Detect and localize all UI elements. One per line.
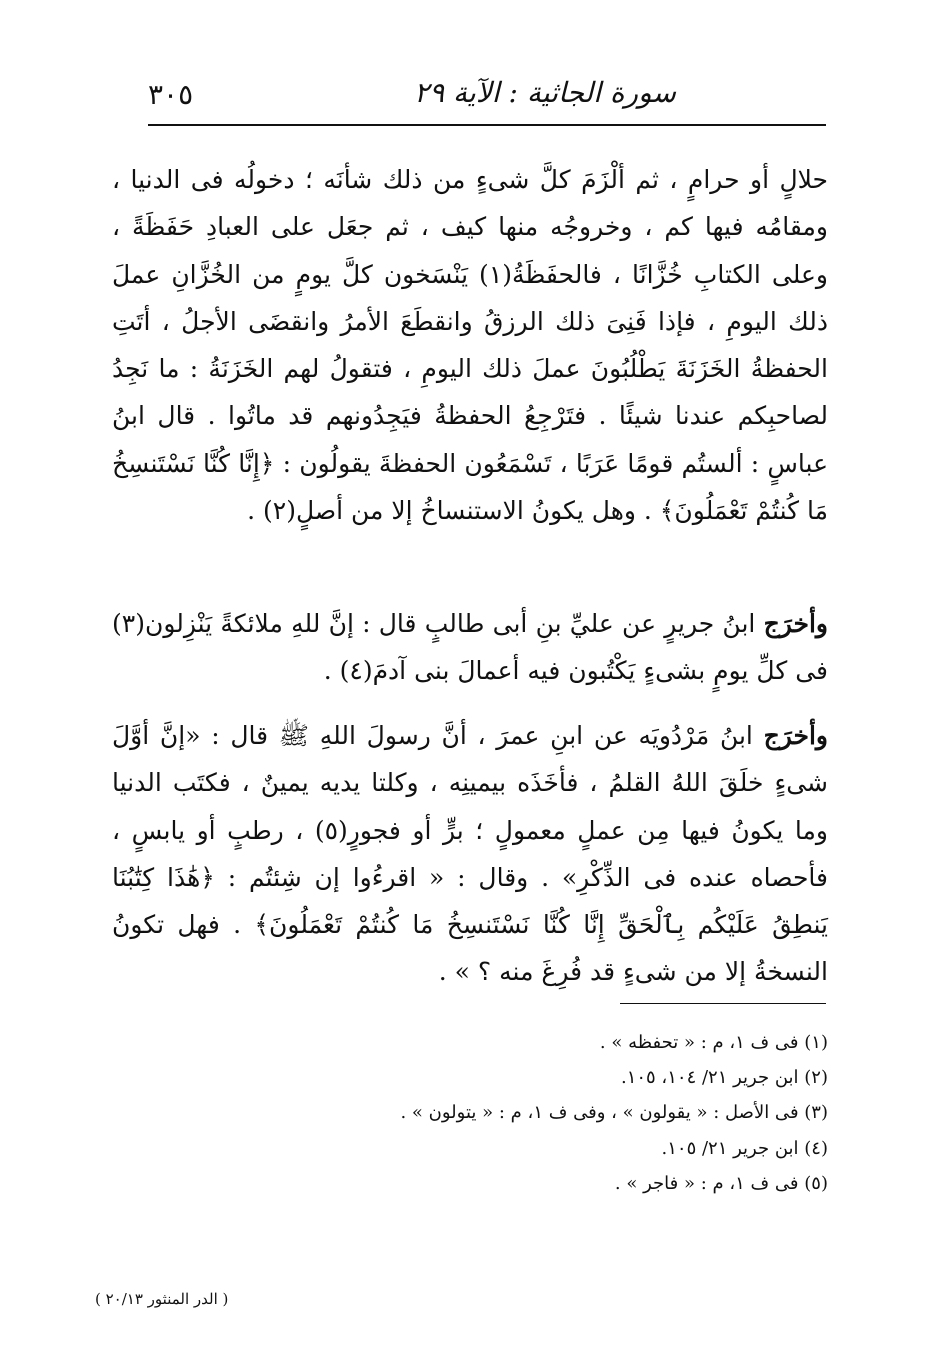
footnote-3: (٣) فى الأصل : « يقولون » ، وفى ف ١، م : « يتولون » .	[400, 1102, 828, 1124]
page-number: ٣٠٥	[148, 78, 194, 111]
running-header	[148, 74, 826, 118]
footnotes	[112, 1025, 828, 1201]
paragraph-3	[112, 712, 828, 996]
footnote-1: (١) فى ف ١، م : « تحفظه » .	[599, 1032, 828, 1053]
footnote-5: (٥) فى ف ١، م : « فاجر » .	[614, 1172, 828, 1194]
paragraph-lead: وأخرَج	[763, 609, 828, 638]
footnote-2: (٢) ابن جرير ٢١/ ١٠٤، ١٠٥.	[620, 1067, 828, 1089]
paragraph-text: حلالٍ أو حرامٍ ، ثم ألْزَمَ كلَّ شىءٍ من ذلك شأنَه ؛ دخولُه فى الدنيا ، ومقامُه فيها كم ، وخروجُه منها كيف ، ثم جعَل على العبادِ حَفَظَةً ، وعلى الكتابِ خُزَّانًا ، فالحفَظَةُ(١) يَنْسَخون كلَّ يومٍ من الخُزَّانِ عملَ ذلك اليومِ ، فإذا فَنِىَ ذلك الرزقُ وانقطَعَ الأمرُ وانقضَى الأجلُ ، أتَتِ الحفظةُ الخَزَنَةَ يَطْلُبُونَ عملَ ذلك اليومِ ، فتقولُ لهم الخَزَنَةُ : ما نَجِدُ لصاحبِكم عندنا شيئًا . فتَرْجِعُ الحفظةُ فيَجِدُونهم قد ماتُوا . قال ابنُ عباسٍ : ألستُم قومًا عَرَبًا ، تَسْمَعُون الحفظةَ يقولُون : ﴿إِنَّا كُنَّا نَسْتَنسِخُ مَا كُنتُمْ تَعْمَلُونَ﴾ . وهل يكونُ الاستنساخُ إلا من أصلٍ(٢) .	[112, 165, 828, 526]
footnote-4: (٤) ابن جرير ٢١/ ١٠٥.	[661, 1137, 828, 1159]
footnote-rule	[620, 1003, 826, 1004]
paragraph-text: ابنُ جريرٍ عن عليِّ بنِ أبى طالبٍ قال : إنَّ للهِ ملائكةً يَنْزِلون(٣) فى كلِّ يومٍ بشىءٍ يَكْتُبون فيه أعمالَ بنى آدمَ(٤) .	[112, 609, 828, 686]
paragraph-text: ابنُ مَرْدُويَه عن ابنِ عمرَ ، أنَّ رسولَ اللهِ ﷺ قال : «إنَّ أوَّلَ شىءٍ خلَقَ اللهُ القلمُ ، فأخَذَه بيمينِه ، وكلتا يديه يمينٌ ، فكتَب الدنيا وما يكونُ فيها مِن عملٍ معمولٍ ؛ برٍّ أو فجورٍ(٥) ، رطبٍ أو يابسٍ ، فأحصاه عنده فى الذِّكْرِ» . وقال : « اقرءُوا إن شِئتُم : ﴿هَٰذَا كِتَٰبُنَا يَنطِقُ عَلَيْكُم بِٱلْحَقِّ إِنَّا كُنَّا نَسْتَنسِخُ مَا كُنتُمْ تَعْمَلُونَ﴾ . فهل تكونُ النسخةُ إلا من شىءٍ قد فُرِغَ منه ؟ » .	[112, 721, 828, 987]
paragraph-lead: وأخرَج	[763, 721, 828, 750]
source-footer: ( الدر المنثور ٢٠/١٣ )	[95, 1290, 229, 1308]
paragraph-2	[112, 600, 828, 695]
surah-verse-title: سورة الجاثية : الآية ٢٩	[414, 76, 676, 109]
paragraph-1	[112, 156, 828, 534]
header-rule	[148, 124, 826, 126]
